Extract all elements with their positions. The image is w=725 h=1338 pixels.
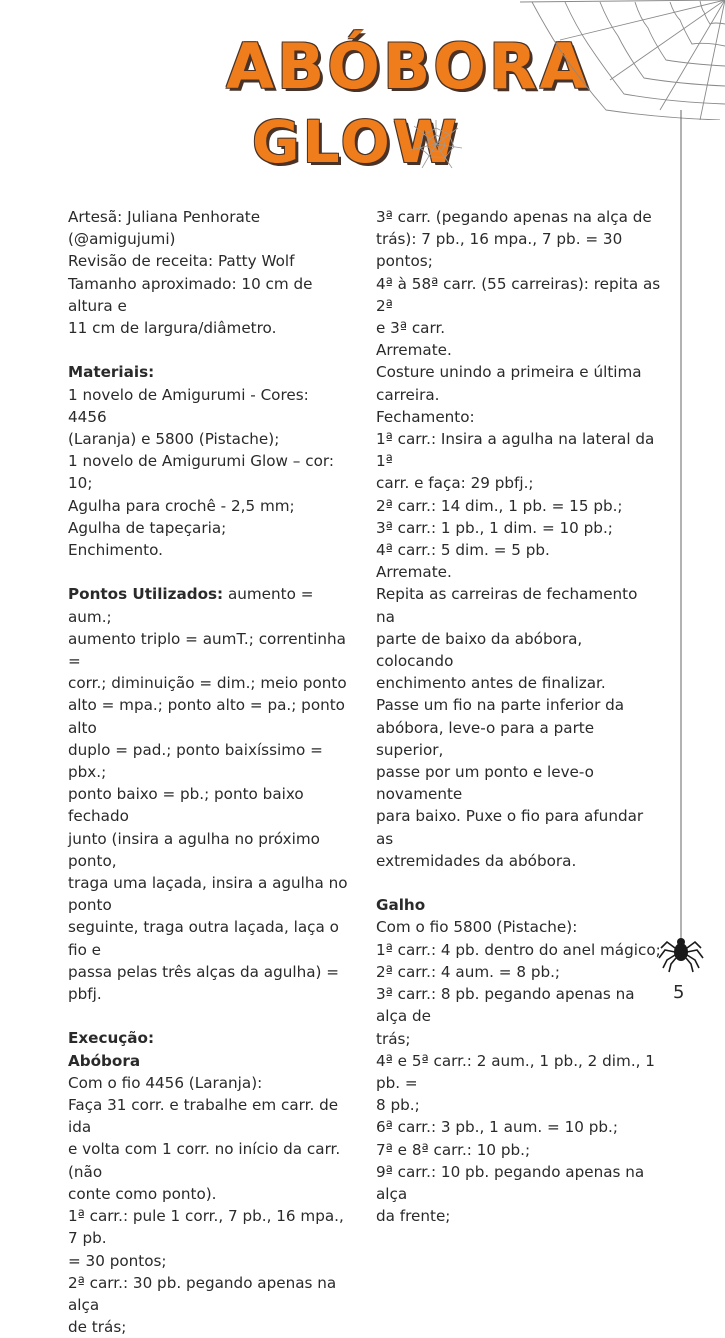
recipe-line: enchimento antes de finalizar.	[376, 674, 606, 693]
pumpkin-line: de trás;	[68, 1318, 127, 1337]
right-column	[376, 206, 661, 1227]
branch-line: 4ª e 5ª carr.: 2 aum., 1 pb., 2 dim., 1 pb. =	[376, 1051, 655, 1092]
pumpkin-line: 1ª carr.: pule 1 corr., 7 pb., 16 mpa., 7 pb.	[68, 1207, 344, 1248]
recipe-line: Passe um fio na parte inferior da	[376, 696, 625, 715]
stitches-first-line	[68, 583, 350, 627]
recipe-line: 4ª à 58ª carr. (55 carreiras): repita as 2ª	[376, 274, 661, 315]
materials-line: 1 novelo de Amigurumi Glow – cor: 10;	[68, 452, 334, 493]
recipe-line: parte de baixo da abóbora, colocando	[376, 629, 583, 671]
intro-line: Revisão de receita: Patty Wolf	[68, 252, 295, 271]
recipe-line: abóbora, leve-o para a parte superior,	[376, 718, 595, 759]
recipe-line: trás): 7 pb., 16 mpa., 7 pb. = 30 pontos;	[376, 230, 623, 271]
recipe-line: carreira.	[376, 385, 440, 404]
branch-line: Com o fio 5800 (Pistache):	[376, 918, 578, 937]
execution-heading: Execução:	[68, 1029, 155, 1048]
title-line-1: ABÓBORA	[226, 30, 591, 103]
recipe-line: carr. e faça: 29 pbfj.;	[376, 474, 534, 493]
pumpkin-line: conte como ponto).	[68, 1184, 217, 1203]
recipe-line: passe por um ponto e leve-o novamente	[376, 763, 594, 804]
pumpkin-heading: Abóbora	[68, 1051, 141, 1070]
stitches-line: alto = mpa.; ponto alto = pa.; ponto alto	[68, 696, 345, 737]
recipe-line: para baixo. Puxe o fio para afundar as	[376, 807, 644, 848]
materials-line: Agulha de tapeçaria;	[68, 518, 227, 537]
small-spider-web-icon	[408, 118, 464, 170]
stitches-line: traga uma laçada, insira a agulha no ponto	[68, 874, 348, 915]
branch-line: 2ª carr.: 4 aum. = 8 pb.;	[376, 962, 561, 981]
stitches-heading: Pontos Utilizados:	[68, 585, 224, 604]
stitches-line: passa pelas três alças da agulha) = pbfj.	[68, 962, 340, 1004]
recipe-line: 1ª carr.: Insira a agulha na lateral da 1ª	[376, 430, 655, 471]
materials-line: Enchimento.	[68, 541, 163, 560]
stitches-line: junto (insira a agulha no próximo ponto,	[68, 829, 320, 870]
stitches-line: ponto baixo = pb.; ponto baixo fechado	[68, 785, 304, 826]
spider-icon	[655, 0, 705, 980]
recipe-line: Arremate.	[376, 563, 452, 582]
recipe-line: Arremate.	[376, 341, 452, 360]
recipe-line: 2ª carr.: 14 dim., 1 pb. = 15 pb.;	[376, 496, 623, 515]
branch-line: 1ª carr.: 4 pb. dentro do anel mágico;	[376, 940, 661, 959]
branch-line: 3ª carr.: 8 pb. pegando apenas na alça de	[376, 985, 635, 1026]
pumpkin-line: Faça 31 corr. e trabalhe em carr. de ida	[68, 1096, 339, 1137]
pumpkin-line: e volta com 1 corr. no início da carr. (não	[68, 1140, 341, 1181]
stitches-line: seguinte, traga outra laçada, laça o fio e	[68, 918, 339, 959]
recipe-line: extremidades da abóbora.	[376, 851, 577, 870]
branch-line: trás;	[376, 1029, 411, 1048]
pumpkin-line: 2ª carr.: 30 pb. pegando apenas na alça	[68, 1273, 337, 1314]
intro-line: (@amigujumi)	[68, 230, 176, 249]
left-column	[68, 206, 350, 1338]
branch-line: 9ª carr.: 10 pb. pegando apenas na alça	[376, 1162, 645, 1203]
recipe-line: 3ª carr. (pegando apenas na alça de	[376, 208, 652, 226]
intro-line: Tamanho aproximado: 10 cm de altura e	[68, 274, 313, 315]
pumpkin-line: = 30 pontos;	[68, 1251, 167, 1270]
recipe-line: Costure unindo a primeira e última	[376, 363, 642, 382]
materials-line: (Laranja) e 5800 (Pistache);	[68, 430, 280, 449]
materials-line: 1 novelo de Amigurumi - Cores: 4456	[68, 385, 309, 426]
page-number: 5	[673, 982, 685, 1003]
title-line-2: GLOW	[252, 108, 460, 176]
recipe-line: Repita as carreiras de fechamento na	[376, 585, 638, 626]
stitches-line: aumento triplo = aumT.; correntinha =	[68, 629, 346, 671]
branch-heading: Galho	[376, 896, 426, 915]
stitches-line: duplo = pad.; ponto baixíssimo = pbx.;	[68, 740, 323, 782]
stitches-line: corr.; diminuição = dim.; meio ponto	[68, 674, 347, 693]
recipe-line: e 3ª carr.	[376, 319, 446, 338]
branch-line: 8 pb.;	[376, 1096, 420, 1115]
materials-heading: Materiais:	[68, 363, 155, 382]
materials-line: Agulha para crochê - 2,5 mm;	[68, 496, 295, 515]
recipe-line: 4ª carr.: 5 dim. = 5 pb.	[376, 541, 550, 560]
intro-line: Artesã: Juliana Penhorate	[68, 208, 261, 226]
pumpkin-line: Com o fio 4456 (Laranja):	[68, 1073, 263, 1092]
stitches-first-text: aumento = aum.;	[68, 585, 314, 626]
branch-line: 6ª carr.: 3 pb., 1 aum. = 10 pb.;	[376, 1118, 618, 1137]
recipe-line: Fechamento:	[376, 407, 475, 426]
intro-line: 11 cm de largura/diâmetro.	[68, 319, 277, 338]
recipe-line: 3ª carr.: 1 pb., 1 dim. = 10 pb.;	[376, 518, 613, 537]
branch-line: 7ª e 8ª carr.: 10 pb.;	[376, 1140, 531, 1159]
branch-line: da frente;	[376, 1207, 451, 1226]
